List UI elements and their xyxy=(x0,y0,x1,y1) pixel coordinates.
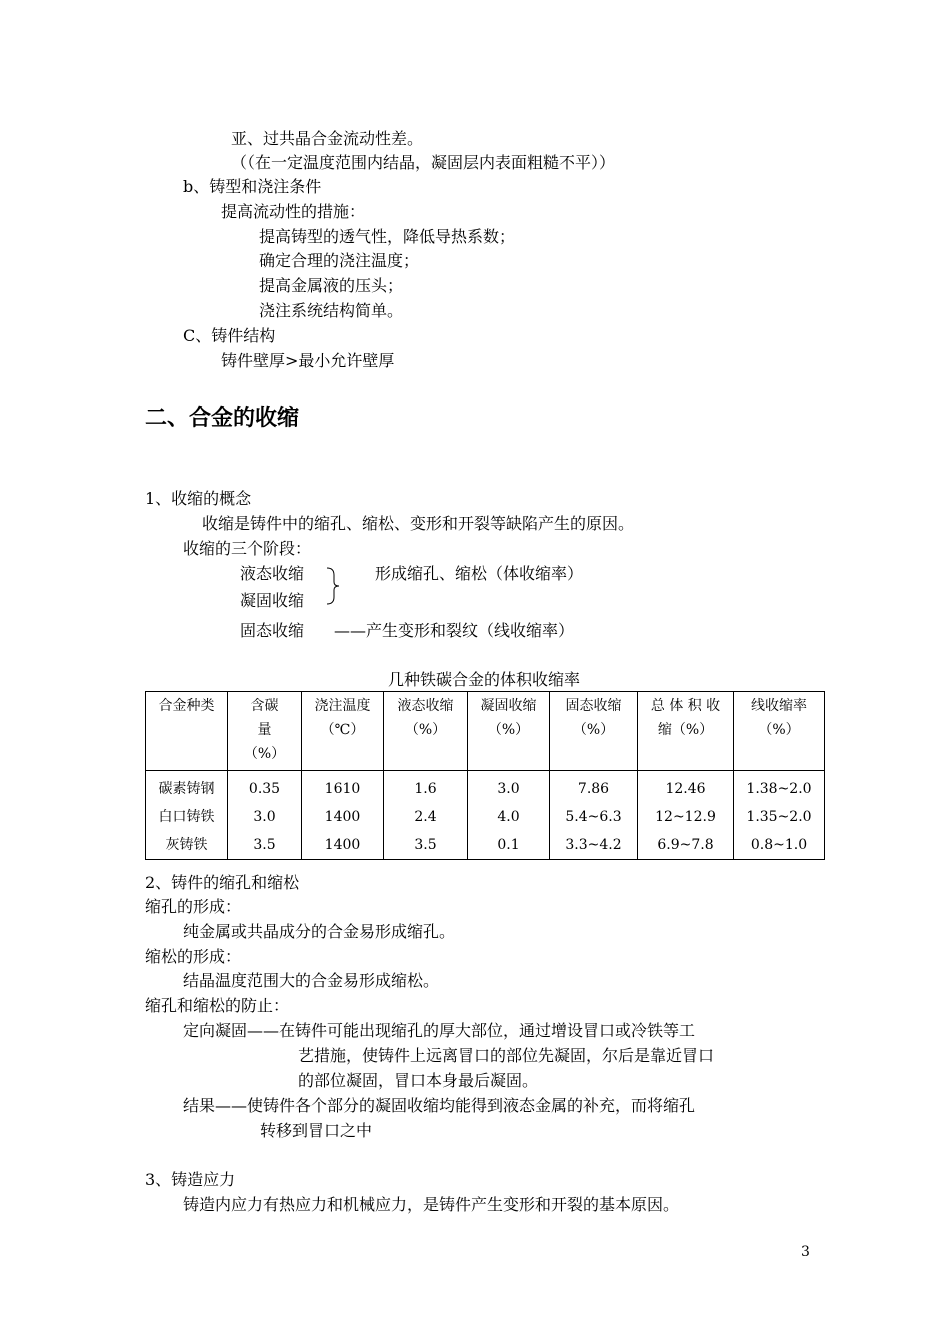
text-line: 收缩的三个阶段： xyxy=(183,539,312,558)
header-cell: 浇注温度 （℃） xyxy=(302,692,384,771)
table-cell: 12~12.9 xyxy=(638,803,734,831)
table-cell: 灰铸铁 xyxy=(146,831,228,860)
stage-liquid: 液态收缩 xyxy=(240,564,305,583)
header-cell: 合金种类 xyxy=(146,692,228,771)
table-cell: 白口铸铁 xyxy=(146,803,228,831)
table-cell: 2.4 xyxy=(384,803,468,831)
table-row xyxy=(146,803,825,831)
text-line: 纯金属或共晶成分的合金易形成缩孔。 xyxy=(183,922,456,941)
text-line: 结果——使铸件各个部分的凝固收缩均能得到液态金属的补充，而将缩孔 xyxy=(183,1096,696,1115)
text-line: 结晶温度范围大的合金易形成缩松。 xyxy=(183,971,440,990)
text-line: 浇注系统结构简单。 xyxy=(259,301,404,320)
table-row xyxy=(146,775,825,803)
subheading: 3、铸造应力 xyxy=(145,1170,236,1189)
header-cell: 线收缩率 （%） xyxy=(734,692,825,771)
table-cell: 3.5 xyxy=(228,831,302,860)
text-line: 艺措施，使铸件上远离冒口的部位先凝固，尔后是靠近冒口 xyxy=(298,1046,715,1065)
text-line: 收缩是铸件中的缩孔、缩松、变形和开裂等缺陷产生的原因。 xyxy=(202,514,635,533)
table-cell: 12.46 xyxy=(638,775,734,803)
text-line: 缩孔的形成： xyxy=(145,897,242,916)
subheading: b、铸型和浇注条件 xyxy=(183,177,322,196)
text-line: 的部位凝固，冒口本身最后凝固。 xyxy=(298,1071,539,1090)
table-header-row xyxy=(146,692,825,771)
table-cell: 1610 xyxy=(302,775,384,803)
subheading: C、铸件结构 xyxy=(183,326,276,345)
table-cell: 碳素铸钢 xyxy=(146,775,228,803)
text-line: 缩孔和缩松的防止： xyxy=(145,996,290,1015)
table-cell: 0.35 xyxy=(228,775,302,803)
table-cell: 3.0 xyxy=(468,775,550,803)
table-cell: 3.0 xyxy=(228,803,302,831)
subheading: 2、铸件的缩孔和缩松 xyxy=(145,873,300,892)
section-title: 二、合金的收缩 xyxy=(145,406,300,431)
table-cell: 7.86 xyxy=(550,775,638,803)
stage-solidify: 凝固收缩 xyxy=(240,591,305,610)
table-cell: 5.4~6.3 xyxy=(550,803,638,831)
table-cell: 0.1 xyxy=(468,831,550,860)
table-cell: 1.6 xyxy=(384,775,468,803)
table-cell: 1.35~2.0 xyxy=(734,803,825,831)
brace-icon xyxy=(325,566,341,606)
table-cell: 6.9~7.8 xyxy=(638,831,734,860)
text-line: 亚、过共晶合金流动性差。 xyxy=(231,129,424,148)
header-cell: 液态收缩 （%） xyxy=(384,692,468,771)
text-line: （（在一定温度范围内结晶，凝固层内表面粗糙不平）） xyxy=(231,153,616,172)
stage-result: 形成缩孔、缩松（体收缩率） xyxy=(375,564,584,583)
text-line: 确定合理的浇注温度； xyxy=(259,251,420,270)
subheading: 1、收缩的概念 xyxy=(145,489,252,508)
stage-result: ——产生变形和裂纹（线收缩率） xyxy=(334,621,575,640)
table-cell: 3.3~4.2 xyxy=(550,831,638,860)
table-cell: 1400 xyxy=(302,803,384,831)
table-cell: 3.5 xyxy=(384,831,468,860)
text-line: 提高铸型的透气性，降低导热系数； xyxy=(259,227,516,246)
page-number: 3 xyxy=(801,1244,810,1260)
shrinkage-table xyxy=(145,691,825,860)
header-cell: 总 体 积 收 缩（%） xyxy=(638,692,734,771)
table-caption: 几种铁碳合金的体积收缩率 xyxy=(387,670,580,689)
text-line: 提高金属液的压头； xyxy=(259,276,404,295)
text-line: 定向凝固——在铸件可能出现缩孔的厚大部位，通过增设冒口或冷铁等工 xyxy=(183,1021,696,1040)
table-cell: 1.38~2.0 xyxy=(734,775,825,803)
header-cell: 含碳 量 （%） xyxy=(228,692,302,771)
text-line: 铸件壁厚>最小允许壁厚 xyxy=(221,351,395,370)
text-line: 缩松的形成： xyxy=(145,947,242,966)
header-cell: 固态收缩 （%） xyxy=(550,692,638,771)
text-line: 提高流动性的措施： xyxy=(221,202,366,221)
table-cell: 0.8~1.0 xyxy=(734,831,825,860)
stage-solid: 固态收缩 xyxy=(240,621,305,640)
table-cell: 4.0 xyxy=(468,803,550,831)
text-line: 铸造内应力有热应力和机械应力，是铸件产生变形和开裂的基本原因。 xyxy=(183,1195,680,1214)
table-cell: 1400 xyxy=(302,831,384,860)
header-cell: 凝固收缩 （%） xyxy=(468,692,550,771)
table-row xyxy=(146,831,825,860)
text-line: 转移到冒口之中 xyxy=(260,1121,373,1140)
